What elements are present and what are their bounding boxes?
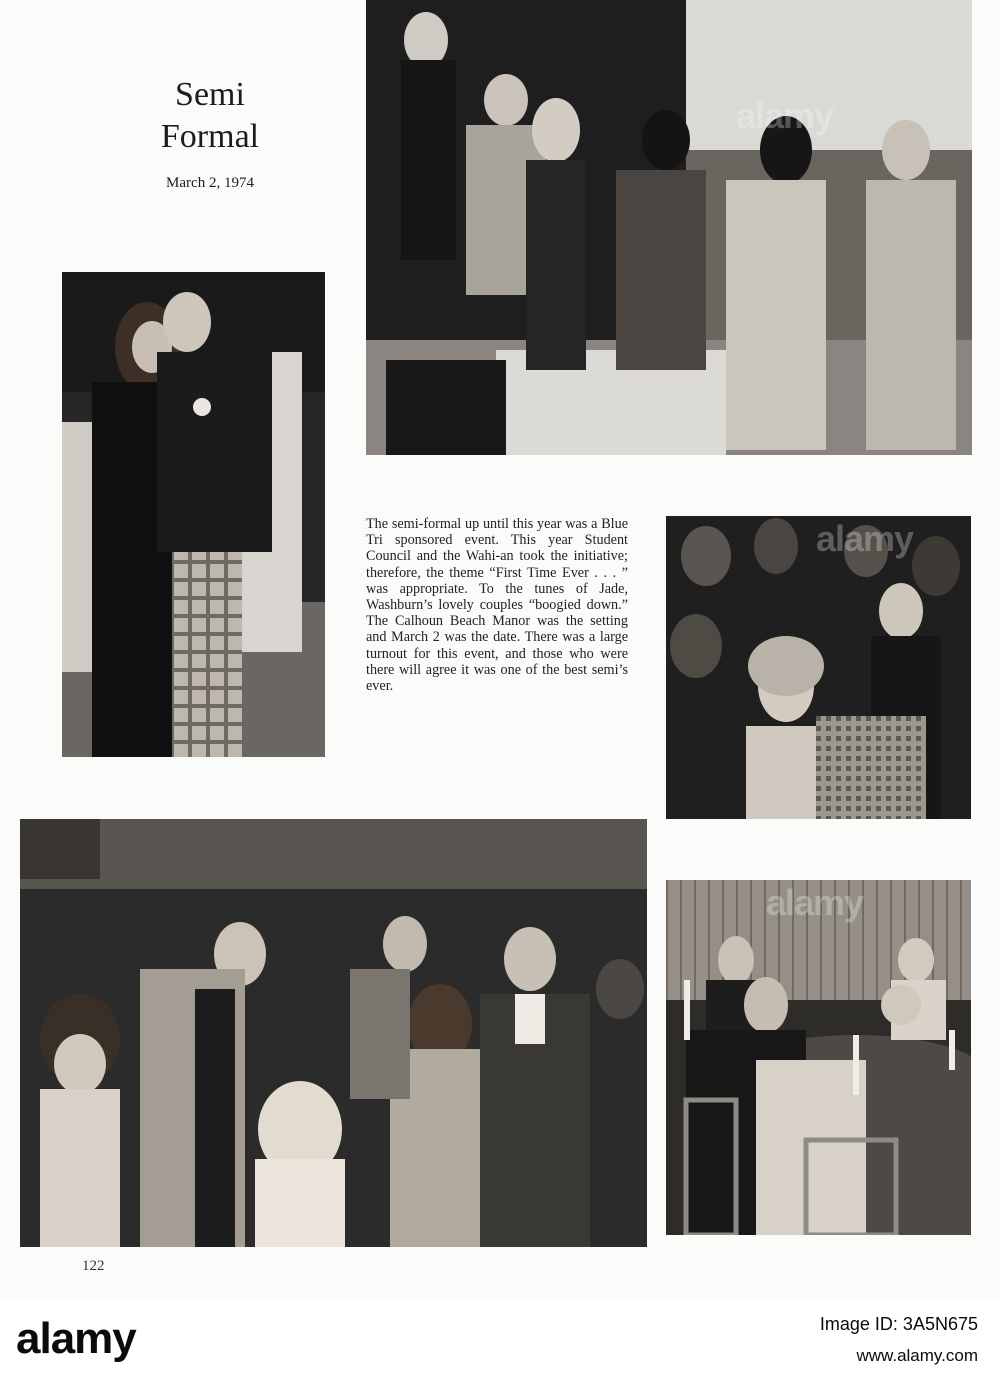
site-url: www.alamy.com xyxy=(856,1346,978,1365)
alamy-logo: alamy xyxy=(16,1314,136,1363)
page-title xyxy=(110,74,310,158)
photo-dinner-table xyxy=(666,880,971,1235)
photo-couple-dancing xyxy=(62,272,325,757)
photo-crowd-laughing xyxy=(666,516,971,819)
title-line-semi: Semi xyxy=(175,76,245,113)
watermark-photo-5: alamy xyxy=(766,882,864,923)
stock-footer xyxy=(0,1300,1000,1390)
title-line-formal: Formal xyxy=(160,118,260,155)
article-body: The semi-formal up until this year was a Blue Tri sponsored event. This year Student Council and the Wahi-an took the initiative; therefore, the theme “First Time Ever . . . ” was appropriate. To the tunes of Jade, Washburn’s lovely couples “boogied down.” The Calhoun Beach Manor was the setting and March 2 was the date. There was a large turnout for this event, and those who were there will agree it was one of the best semi’s ever. xyxy=(366,516,628,695)
event-date: March 2, 1974 xyxy=(166,175,254,191)
watermark-photo-3: alamy xyxy=(816,518,914,559)
photo-group-at-entrance xyxy=(366,0,972,455)
photo-dance-floor xyxy=(20,819,647,1247)
watermark-photo-1: alamy xyxy=(736,95,834,136)
page-number: 122 xyxy=(82,1258,105,1274)
image-id: Image ID: 3A5N675 xyxy=(819,1314,978,1334)
